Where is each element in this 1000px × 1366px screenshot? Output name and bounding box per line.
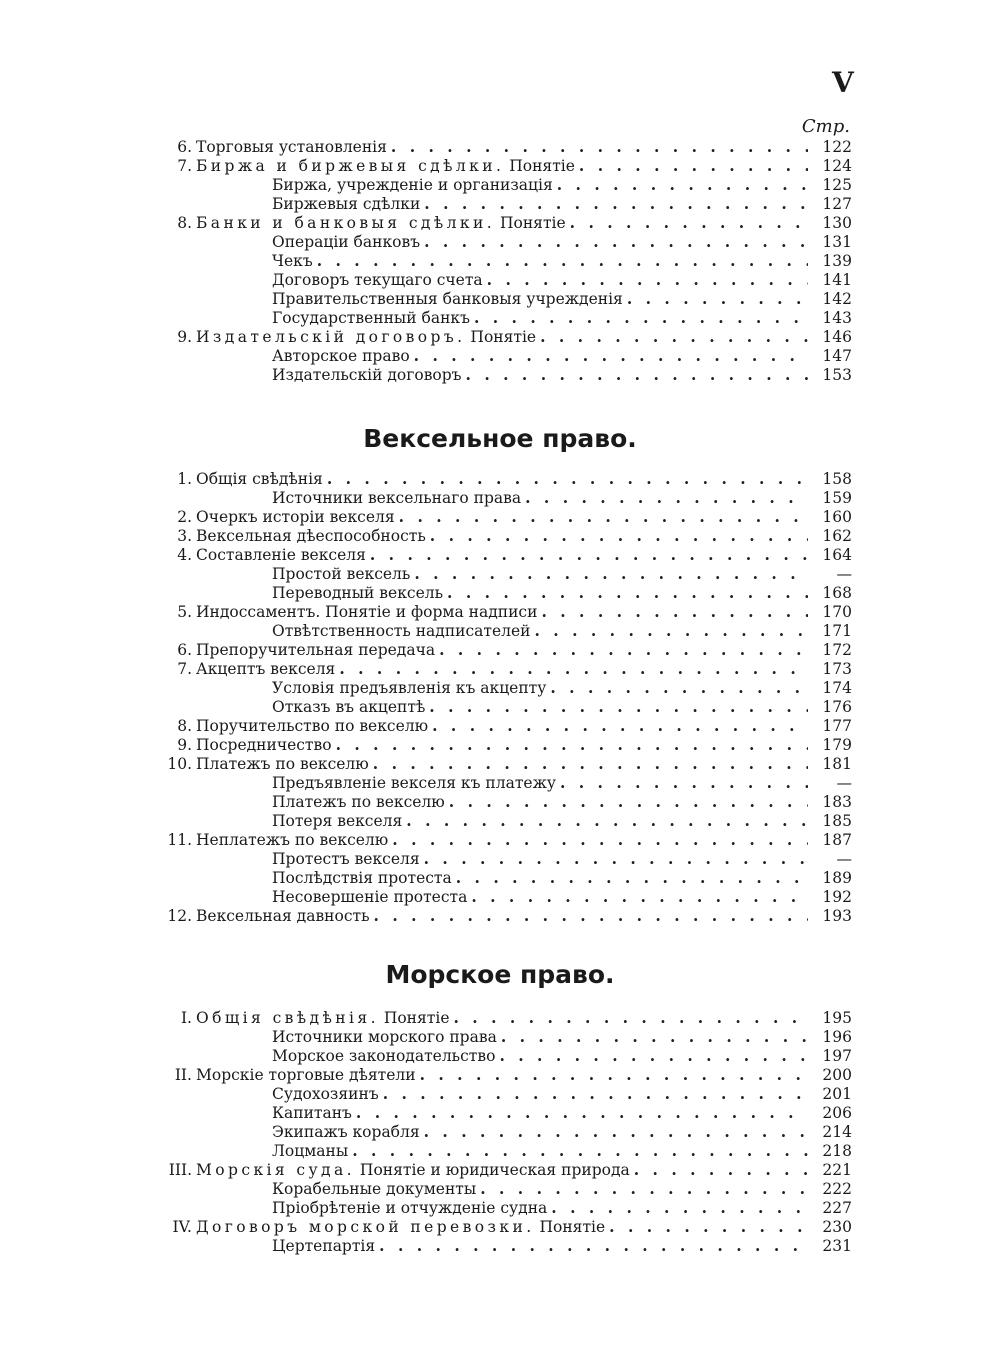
toc-entry-title-main: Потеря векселя <box>272 812 403 830</box>
toc-entry <box>160 1008 852 1027</box>
toc-entry-title <box>272 698 425 717</box>
toc-entry-number: II. <box>174 1066 192 1084</box>
toc-entry-title <box>272 850 420 869</box>
toc-entry <box>160 735 852 754</box>
toc-entry-title <box>272 1028 497 1047</box>
toc-entry-title <box>272 1237 375 1256</box>
section-1 <box>160 137 852 384</box>
section-heading-morskoe: Морское право. <box>385 960 615 989</box>
toc-entry-page: 200 <box>822 1066 852 1084</box>
toc-leader-dots <box>487 270 808 289</box>
toc-entry-title-main: Вексельная дѣеспособность <box>196 527 426 545</box>
toc-entry-title <box>272 888 467 907</box>
toc-entry <box>160 1198 852 1217</box>
toc-entry <box>160 156 852 175</box>
toc-entry-page: 230 <box>822 1218 852 1236</box>
toc-entry-number: 3. <box>177 527 192 545</box>
toc-entry-page: 174 <box>822 679 852 697</box>
toc-entry-page: 181 <box>822 755 852 773</box>
toc-entry-title-main: Отвѣтственность надписателей <box>272 622 531 640</box>
toc-entry-title <box>196 508 395 527</box>
toc-entry-number: 11. <box>167 831 192 849</box>
toc-entry <box>160 1103 852 1122</box>
toc-entry <box>160 1236 852 1255</box>
toc-entry-page: 201 <box>822 1085 852 1103</box>
toc-entry-title <box>196 546 366 565</box>
toc-entry-title-main: Издательскій договоръ <box>272 366 462 384</box>
toc-entry-page: 189 <box>822 869 852 887</box>
toc-entry-title <box>272 271 483 290</box>
toc-entry-title-main: Протестъ векселя <box>272 850 420 868</box>
toc-entry-title-main: Авторское право <box>272 347 410 365</box>
toc-entry-title <box>272 252 313 271</box>
toc-entry-title <box>196 1009 450 1028</box>
toc-entry-title <box>196 660 335 679</box>
toc-entry-page: 183 <box>822 793 852 811</box>
toc-leader-dots <box>414 346 808 365</box>
toc-entry-page: 214 <box>822 1123 852 1141</box>
toc-entry-title-main: Правительственныя банковыя учрежденія <box>272 290 623 308</box>
toc-entry-page: 218 <box>822 1142 852 1160</box>
toc-entry-number: 9. <box>177 736 192 754</box>
toc-entry-title-main: Пріобрѣтеніе и отчужденіе судна <box>272 1199 548 1217</box>
toc-entry-number: 6. <box>177 138 192 156</box>
toc-entry-title <box>196 755 369 774</box>
toc-entry-title-main: Простой вексель <box>272 565 411 583</box>
toc-entry-page: 139 <box>822 252 852 270</box>
toc-entry-page: 171 <box>822 622 852 640</box>
toc-leader-dots <box>634 1160 808 1179</box>
toc-leader-dots <box>336 735 808 754</box>
toc-entry-title <box>196 470 323 489</box>
toc-entry-page: 222 <box>822 1180 852 1198</box>
toc-entry <box>160 488 852 507</box>
toc-leader-dots <box>535 621 809 640</box>
toc-entry-page: 173 <box>822 660 852 678</box>
toc-entry <box>160 194 852 213</box>
toc-leader-dots <box>557 175 808 194</box>
toc-entry-title <box>196 1066 416 1085</box>
toc-entry-number: 12. <box>167 907 192 925</box>
toc-leader-dots <box>499 1046 808 1065</box>
toc-entry <box>160 1160 852 1179</box>
toc-entry-title <box>272 347 410 366</box>
toc-entry-number: 1. <box>177 470 192 488</box>
toc-entry <box>160 507 852 526</box>
toc-leader-dots <box>456 868 808 887</box>
toc-leader-dots <box>474 308 808 327</box>
toc-leader-dots <box>424 194 808 213</box>
toc-entry-title <box>272 290 623 309</box>
toc-leader-dots <box>430 526 808 545</box>
toc-entry <box>160 526 852 545</box>
toc-entry-title-main: Судохозяинъ <box>272 1085 379 1103</box>
toc-entry-title-main: Договоръ морской перевозки. <box>196 1218 535 1236</box>
toc-entry <box>160 716 852 735</box>
toc-entry <box>160 1122 852 1141</box>
toc-entry-title-main: Общія свѣдѣнія. <box>196 1009 379 1027</box>
toc-entry-title-rest: Понятіе и юридическая природа <box>355 1161 630 1179</box>
toc-leader-dots <box>550 678 808 697</box>
toc-entry-title-main: Составленіе векселя <box>196 546 366 564</box>
toc-entry-title-main: Биржа и биржевыя сдѣлки. <box>196 157 505 175</box>
toc-entry-page: 185 <box>822 812 852 830</box>
toc-entry-number: 8. <box>177 214 192 232</box>
toc-leader-dots <box>480 1179 808 1198</box>
toc-entry-title <box>272 774 556 793</box>
toc-entry-title-main: Морское законодательство <box>272 1047 496 1065</box>
toc-entry-title-main: Поручительство по векселю <box>196 717 429 735</box>
toc-entry-page: 143 <box>822 309 852 327</box>
toc-entry-page: — <box>836 565 852 583</box>
toc-entry <box>160 773 852 792</box>
toc-leader-dots <box>317 251 808 270</box>
toc-leader-dots <box>392 830 808 849</box>
toc-entry <box>160 308 852 327</box>
toc-entry-title <box>196 1218 605 1237</box>
toc-entry-title <box>272 565 410 584</box>
toc-entry-title <box>196 907 370 926</box>
toc-leader-dots <box>391 137 808 156</box>
toc-leader-dots <box>449 792 808 811</box>
toc-leader-dots <box>627 289 808 308</box>
toc-leader-dots <box>466 365 808 384</box>
toc-leader-dots <box>429 697 808 716</box>
toc-entry-title <box>196 641 435 660</box>
toc-entry-page: 179 <box>822 736 852 754</box>
toc-entry-title-main: Посредничество <box>196 736 332 754</box>
toc-entry-number: IV. <box>172 1218 192 1236</box>
toc-entry-title-main: Акцептъ векселя <box>196 660 336 678</box>
toc-entry-title-main: Морскія суда. <box>196 1161 355 1179</box>
toc-entry-number: 8. <box>177 717 192 735</box>
toc-entry-title <box>272 1104 352 1123</box>
toc-entry-title <box>196 717 428 736</box>
toc-entry-title-main: Условія предъявленія къ акцепту <box>272 679 547 697</box>
toc-entry-title-main: Цертепартія <box>272 1237 376 1255</box>
toc-leader-dots <box>424 849 808 868</box>
toc-leader-dots <box>327 469 808 488</box>
toc-entry-title-main: Государственный банкъ <box>272 309 470 327</box>
toc-entry-title <box>272 195 420 214</box>
toc-leader-dots <box>551 1198 808 1217</box>
toc-entry-number: I. <box>180 1009 192 1027</box>
toc-entry-title <box>196 328 536 347</box>
toc-entry <box>160 564 852 583</box>
toc-leader-dots <box>432 716 808 735</box>
toc-entry-title <box>196 831 388 850</box>
toc-leader-dots <box>525 488 808 507</box>
toc-leader-dots <box>560 773 808 792</box>
toc-entry-title <box>272 1199 547 1218</box>
toc-entry-title-main: Банки и банковыя сдѣлки. <box>196 214 496 232</box>
toc-entry-page: 159 <box>822 489 852 507</box>
toc-entry-number: 2. <box>177 508 192 526</box>
toc-entry <box>160 251 852 270</box>
toc-entry-page: 158 <box>822 470 852 488</box>
toc-entry <box>160 792 852 811</box>
toc-leader-dots <box>420 1065 808 1084</box>
toc-leader-dots <box>356 1103 808 1122</box>
toc-entry-title <box>272 584 443 603</box>
toc-entry-title-main: Биржа, учрежденіе и организація <box>272 176 553 194</box>
toc-entry-title-main: Неплатежъ по векселю <box>196 831 389 849</box>
toc-entry-title-main: Лоцманы <box>272 1142 349 1160</box>
toc-entry <box>160 868 852 887</box>
toc-entry-title-main: Вексельная давность <box>196 907 370 925</box>
toc-entry-title-main: Препоручительная передача <box>196 641 436 659</box>
toc-entry-page: 176 <box>822 698 852 716</box>
toc-entry-page: 131 <box>822 233 852 251</box>
toc-entry-page: 160 <box>822 508 852 526</box>
toc-entry-page: — <box>836 850 852 868</box>
toc-entry <box>160 678 852 697</box>
toc-entry-page: 187 <box>822 831 852 849</box>
toc-entry-title-main: Общія свѣдѣнія <box>196 470 323 488</box>
toc-entry-title <box>272 869 452 888</box>
toc-entry-title-main: Морскіе торговые дѣятели <box>196 1066 416 1084</box>
toc-entry-page: 122 <box>822 138 852 156</box>
toc-entry-page: — <box>836 774 852 792</box>
toc-entry-page: 227 <box>822 1199 852 1217</box>
toc-leader-dots <box>379 1236 808 1255</box>
toc-entry-title-main: Послѣдствія протеста <box>272 869 452 887</box>
toc-entry <box>160 811 852 830</box>
toc-leader-dots <box>339 659 808 678</box>
toc-entry-title-rest: Понятіе <box>495 214 566 232</box>
toc-entry-title-main: Индоссаментъ. Понятіе и форма надписи <box>196 603 538 621</box>
toc-leader-dots <box>370 545 808 564</box>
toc-entry-page: 130 <box>822 214 852 232</box>
toc-entry-page: 196 <box>822 1028 852 1046</box>
toc-entry <box>160 1141 852 1160</box>
toc-entry-title <box>272 1085 379 1104</box>
toc-entry-title <box>272 309 470 328</box>
toc-entry <box>160 469 852 488</box>
toc-leader-dots <box>454 1008 809 1027</box>
toc-entry-page: 141 <box>822 271 852 289</box>
toc-entry <box>160 1217 852 1236</box>
toc-entry-title <box>272 176 553 195</box>
toc-entry-number: 4. <box>177 546 192 564</box>
toc-entry-title-main: Договоръ текущаго счета <box>272 271 483 289</box>
toc-leader-dots <box>383 1084 808 1103</box>
toc-entry-page: 172 <box>822 641 852 659</box>
page-column-header: Стр. <box>801 116 850 137</box>
toc-entry-page: 142 <box>822 290 852 308</box>
toc-entry <box>160 697 852 716</box>
toc-entry-number: 7. <box>177 660 192 678</box>
toc-entry <box>160 1027 852 1046</box>
page-number: V <box>832 66 854 99</box>
toc-entry-page: 164 <box>822 546 852 564</box>
toc-entry <box>160 906 852 925</box>
toc-leader-dots <box>579 156 808 175</box>
toc-entry <box>160 137 852 156</box>
toc-entry <box>160 1179 852 1198</box>
toc-entry-title-main: Корабельные документы <box>272 1180 477 1198</box>
toc-leader-dots <box>541 602 808 621</box>
toc-entry-page: 127 <box>822 195 852 213</box>
toc-entry-title <box>272 1047 495 1066</box>
toc-entry-page: 193 <box>822 907 852 925</box>
toc-entry-title <box>196 157 575 176</box>
toc-leader-dots <box>414 564 808 583</box>
toc-leader-dots <box>374 906 808 925</box>
toc-entry-page: 125 <box>822 176 852 194</box>
toc-entry-number: 9. <box>177 328 192 346</box>
toc-entry-title <box>196 138 387 157</box>
toc-leader-dots <box>424 232 808 251</box>
toc-entry <box>160 583 852 602</box>
toc-entry-title-main: Предъявленіе векселя къ платежу <box>272 774 556 792</box>
toc-entry-title <box>196 736 332 755</box>
toc-entry-page: 206 <box>822 1104 852 1122</box>
toc-entry-page: 124 <box>822 157 852 175</box>
toc-entry <box>160 545 852 564</box>
toc-entry <box>160 849 852 868</box>
toc-entry-number: 10. <box>167 755 192 773</box>
toc-entry <box>160 640 852 659</box>
toc-entry-page: 153 <box>822 366 852 384</box>
section-heading-veksel: Вексельное право. <box>363 424 637 453</box>
toc-entry <box>160 175 852 194</box>
toc-entry-title-main: Платежъ по векселю <box>196 755 369 773</box>
toc-leader-dots <box>373 754 808 773</box>
toc-entry-page: 221 <box>822 1161 852 1179</box>
toc-entry-number: 6. <box>177 641 192 659</box>
toc-leader-dots <box>471 887 808 906</box>
toc-entry-title <box>272 793 445 812</box>
toc-entry-title <box>272 812 402 831</box>
toc-entry-title <box>196 527 426 546</box>
toc-entry-title <box>272 622 531 641</box>
toc-entry-title-rest: Понятіе <box>378 1009 450 1027</box>
toc-entry-title-main: Чекъ <box>272 252 313 270</box>
toc-entry-page: 147 <box>822 347 852 365</box>
toc-entry <box>160 365 852 384</box>
toc-entry <box>160 289 852 308</box>
toc-leader-dots <box>540 327 808 346</box>
toc-entry-title-rest: Понятіе <box>534 1218 606 1236</box>
toc-entry-title <box>272 1180 476 1199</box>
toc-entry-title-rest: Понятіе <box>465 328 537 346</box>
toc-entry-title <box>196 214 566 233</box>
toc-leader-dots <box>352 1141 808 1160</box>
toc-entry <box>160 232 852 251</box>
toc-entry-number: 7. <box>177 157 192 175</box>
toc-leader-dots <box>424 1122 808 1141</box>
toc-entry-title-main: Источники морского права <box>272 1028 497 1046</box>
toc-entry-title-main: Платежъ по векселю <box>272 793 445 811</box>
toc-entry-title <box>272 679 546 698</box>
toc-entry-title-main: Экипажъ корабля <box>272 1123 420 1141</box>
toc-leader-dots <box>447 583 808 602</box>
toc-leader-dots <box>501 1027 808 1046</box>
toc-leader-dots <box>399 507 808 526</box>
toc-leader-dots <box>570 213 808 232</box>
toc-entry-title-main: Очеркъ исторіи векселя <box>196 508 395 526</box>
toc-entry-page: 192 <box>822 888 852 906</box>
toc-entry-page: 195 <box>822 1009 852 1027</box>
section-2 <box>160 469 852 925</box>
toc-entry-number: 5. <box>177 603 192 621</box>
toc-entry <box>160 887 852 906</box>
toc-entry-title <box>196 603 537 622</box>
toc-entry-page: 177 <box>822 717 852 735</box>
toc-entry <box>160 1065 852 1084</box>
toc-leader-dots <box>439 640 808 659</box>
toc-leader-dots <box>609 1217 808 1236</box>
toc-entry-title-main: Переводный вексель <box>272 584 444 602</box>
toc-entry <box>160 621 852 640</box>
toc-entry <box>160 327 852 346</box>
toc-entry-title <box>272 366 462 385</box>
toc-entry <box>160 213 852 232</box>
toc-entry-page: 168 <box>822 584 852 602</box>
toc-entry-title <box>272 489 521 508</box>
toc-entry-title-main: Торговыя установленія <box>196 138 387 156</box>
toc-entry-title-main: Капитанъ <box>272 1104 352 1122</box>
toc-entry-title-main: Операціи банковъ <box>272 233 421 251</box>
toc-entry <box>160 1084 852 1103</box>
toc-entry-page: 162 <box>822 527 852 545</box>
toc-entry <box>160 270 852 289</box>
toc-leader-dots <box>406 811 808 830</box>
toc-entry <box>160 754 852 773</box>
toc-entry-title-rest: Понятіе <box>504 157 575 175</box>
toc-entry-number: III. <box>168 1161 192 1179</box>
toc-entry-title-main: Издательскій договоръ. <box>196 328 466 346</box>
toc-entry-page: 197 <box>822 1047 852 1065</box>
toc-entry-title-main: Источники вексельнаго права <box>272 489 522 507</box>
toc-entry-title <box>196 1161 630 1180</box>
toc-entry-page: 170 <box>822 603 852 621</box>
toc-entry <box>160 659 852 678</box>
section-3 <box>160 1008 852 1255</box>
toc-entry <box>160 1046 852 1065</box>
toc-entry-page: 146 <box>822 328 852 346</box>
toc-entry-title <box>272 1123 420 1142</box>
toc-entry-title <box>272 1142 348 1161</box>
toc-entry <box>160 346 852 365</box>
toc-entry <box>160 602 852 621</box>
toc-entry-title <box>272 233 420 252</box>
toc-entry-title-main: Отказъ въ акцептѣ <box>272 698 426 716</box>
toc-entry <box>160 830 852 849</box>
toc-entry-title-main: Несовершеніе протеста <box>272 888 468 906</box>
toc-entry-title-main: Биржевыя сдѣлки <box>272 195 421 213</box>
toc-entry-page: 231 <box>822 1237 852 1255</box>
